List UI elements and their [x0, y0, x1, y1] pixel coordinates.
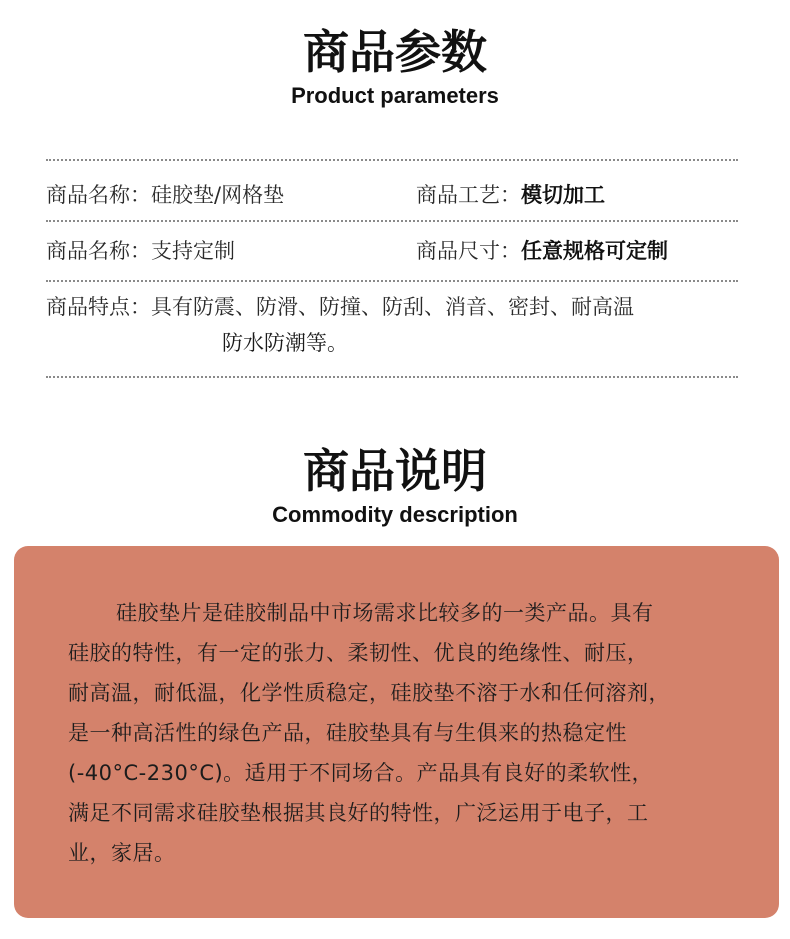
divider — [46, 376, 738, 378]
description-title-zh: 商品说明 — [303, 444, 487, 498]
param-value: 模切加工 — [521, 183, 605, 207]
divider — [46, 159, 738, 161]
param-label: 商品特点： — [46, 295, 151, 319]
description-line: 是一种高活性的绿色产品，硅胶垫具有与生俱来的热稳定性 — [68, 721, 627, 745]
params-title-en: Product parameters — [291, 83, 499, 108]
description-line: 满足不同需求硅胶垫根据其良好的特性，广泛运用于电子，工 — [68, 801, 649, 825]
param-features-continued: 防水防潮等。 — [222, 331, 348, 355]
param-value: 硅胶垫/网格垫 — [151, 183, 285, 207]
param-label: 商品名称： — [46, 239, 151, 263]
description-title-en: Commodity description — [272, 502, 518, 527]
param-value: 具有防震、防滑、防撞、防刮、消音、密封、耐高温 — [151, 295, 634, 319]
params-title-zh: 商品参数 — [303, 25, 487, 79]
param-process-row — [416, 180, 605, 210]
param-label: 商品名称： — [46, 183, 151, 207]
description-line: 硅胶的特性，有一定的张力、柔韧性、优良的绝缘性、耐压， — [68, 641, 649, 665]
description-line: 耐高温，耐低温，化学性质稳定，硅胶垫不溶于水和任何溶剂， — [68, 681, 670, 705]
param-label: 商品尺寸： — [416, 239, 521, 263]
param-value: 支持定制 — [151, 239, 235, 263]
param-name-row — [46, 180, 284, 210]
description-line: 业，家居。 — [68, 841, 176, 865]
param-name-row — [46, 236, 235, 266]
description-line: (-40°C-230°C)。适用于不同场合。产品具有良好的柔软性， — [68, 761, 654, 785]
param-size-row — [416, 236, 668, 266]
param-features-row — [46, 292, 634, 322]
divider — [46, 280, 738, 282]
param-label: 商品工艺： — [416, 183, 521, 207]
description-line: 硅胶垫片是硅胶制品中市场需求比较多的一类产品。具有 — [116, 601, 654, 625]
divider — [46, 220, 738, 222]
param-value: 任意规格可定制 — [521, 239, 668, 263]
